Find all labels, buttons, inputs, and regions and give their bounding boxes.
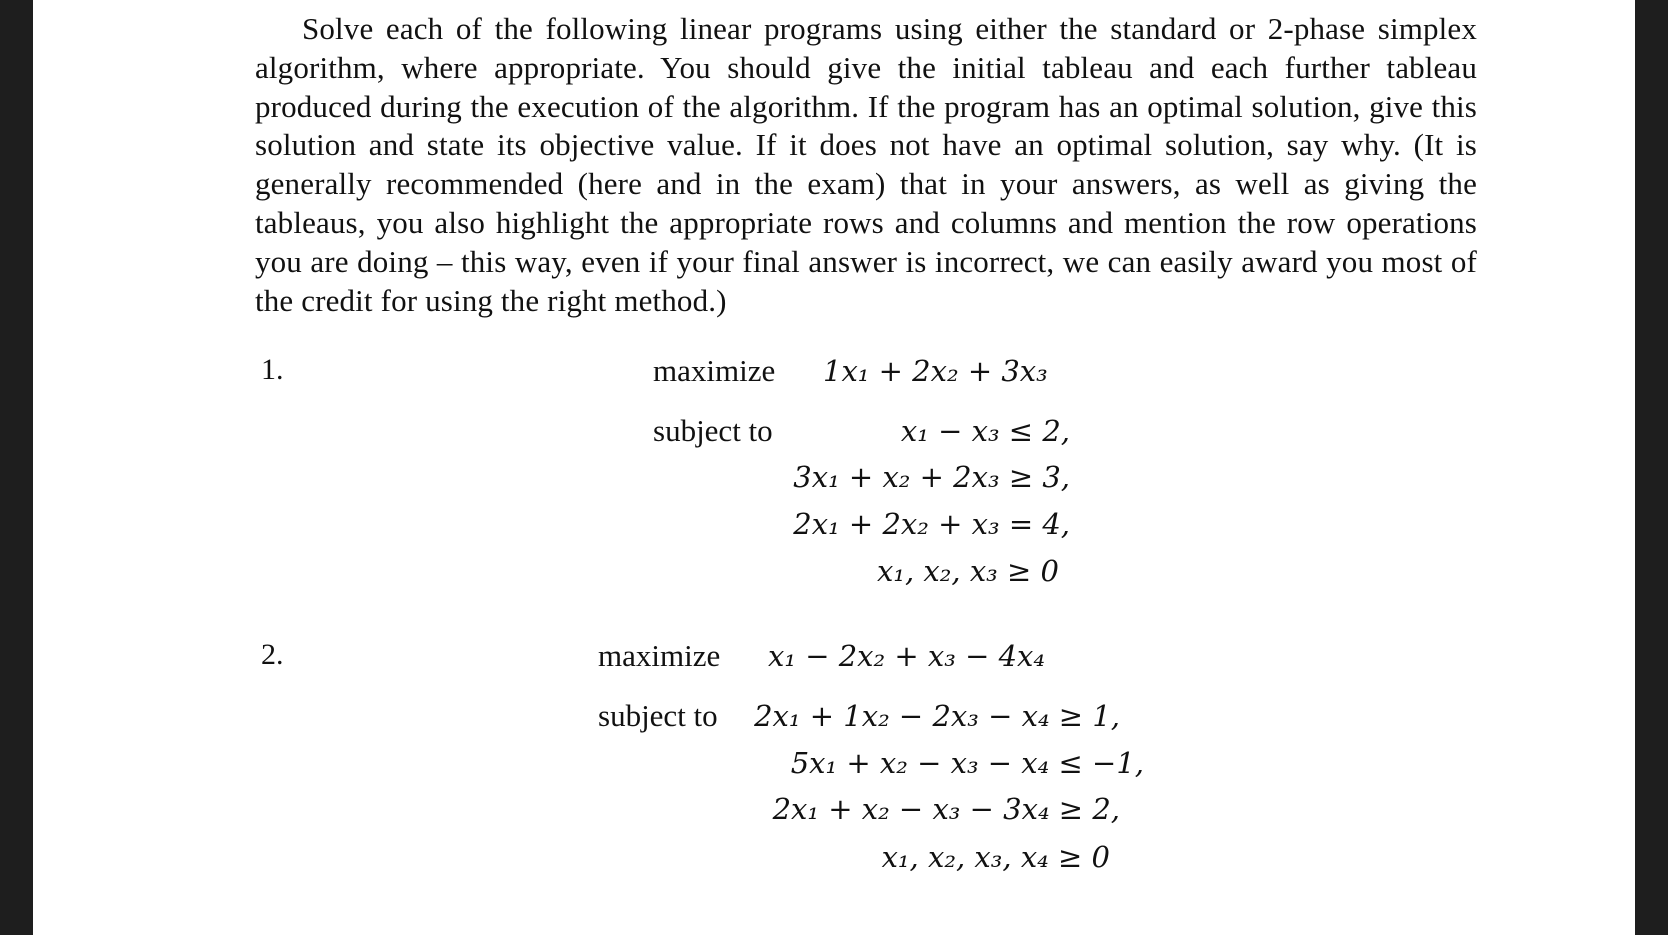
nonnegativity-constraint: x₁, x₂, x₃, x₄ ≥ 0 bbox=[881, 840, 1110, 874]
constraint-3: 2x₁ + 2x₂ + x₃ = 4, bbox=[793, 507, 1070, 541]
problem-number: 1. bbox=[261, 353, 284, 386]
nonnegativity-constraint: x₁, x₂, x₃ ≥ 0 bbox=[876, 554, 1059, 588]
constraint-2: 3x₁ + x₂ + 2x₃ ≥ 3, bbox=[793, 460, 1070, 494]
maximize-label: maximize bbox=[653, 353, 776, 388]
objective-function: 1x₁ + 2x₂ + 3x₃ bbox=[823, 354, 1048, 388]
constraint-1: 2x₁ + 1x₂ − 2x₃ − x₄ ≥ 1, bbox=[754, 699, 1120, 733]
subject-to-label: subject to bbox=[598, 698, 718, 733]
document-page bbox=[33, 0, 1635, 935]
right-dark-border bbox=[1635, 0, 1668, 935]
constraint-3: 2x₁ + x₂ − x₃ − 3x₄ ≥ 2, bbox=[772, 792, 1120, 826]
objective-function: x₁ − 2x₂ + x₃ − 4x₄ bbox=[768, 639, 1046, 673]
intro-paragraph: Solve each of the following linear programs using either the standard or 2-phase simplex algorithm, where appropriate. You should give the initial tableau and each further tableau produced during the execution of the algorithm. If the program has an optimal solution, give this solution and state its objective value. If it does not have an optimal solution, say why. (It is generally recommended (here and in the exam) that in your answers, as well as giving the tableaus, you also highlight the appropriate rows and columns and mention the row operations you are doing – this way, even if your final answer is incorrect, we can easily award you most of the credit for using the right method.) bbox=[255, 11, 1477, 318]
maximize-label: maximize bbox=[598, 638, 721, 673]
problem-number: 2. bbox=[261, 638, 284, 671]
left-dark-border bbox=[0, 0, 33, 935]
subject-to-label: subject to bbox=[653, 413, 773, 448]
constraint-1: x₁ − x₃ ≤ 2, bbox=[900, 414, 1070, 448]
constraint-2: 5x₁ + x₂ − x₃ − x₄ ≤ −1, bbox=[790, 746, 1144, 780]
